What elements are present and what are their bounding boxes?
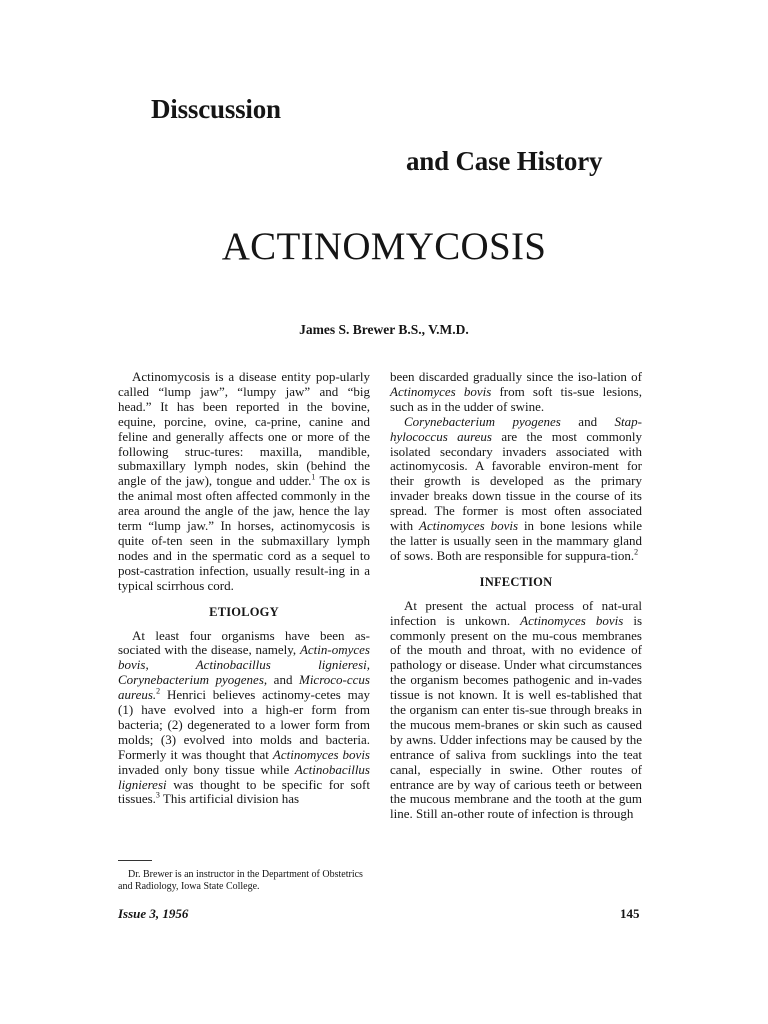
right-column bbox=[390, 370, 642, 822]
italic-term: Actin-omyces bovis, Actinobacillus lignieresi, Corynebacterium pyogenes, bbox=[118, 642, 370, 688]
text-run: is commonly present on the mu-cous membranes of the mouth and throat, with no evidence of pathology or disease. Under what circumstances the organism becomes pathogenic and in-vades tissue is not known. It is well es-tablished that the organism can enter tis-sue through breaks in the mucous mem-branes or skin such as caused by awns. Udder infections may be caused by the entrance of saliva from sucklings into the teat canal, especially in swine. Other routes of entrance are by way of carious teeth or between the mucous membrane and the tooth at the gum line. Still an-other route of infection is through bbox=[390, 612, 643, 822]
text-run: been discarded gradually since the iso-lation of bbox=[390, 369, 642, 384]
citation-marker: 2 bbox=[156, 686, 161, 696]
italic-term: Stap-hylococcus aureus bbox=[390, 413, 642, 444]
citation-marker: 3 bbox=[155, 791, 160, 801]
heading-case-history: and Case History bbox=[406, 146, 603, 176]
infection-heading: INFECTION bbox=[479, 574, 553, 589]
etiology-heading: ETIOLOGY bbox=[209, 604, 279, 619]
text-run: and bbox=[267, 672, 299, 688]
italic-term: Actinomyces bovis bbox=[419, 518, 519, 534]
text-run: are the most commonly isolated secondary invaders associated with actinomycosis. A favorable environ-ment for their growth is developed as the primary invader breaks down tissue in the course of its spread. The former is most often associated with bbox=[390, 428, 642, 534]
citation-marker: 2 bbox=[634, 547, 639, 557]
text-run: invaded only bony tissue while bbox=[118, 761, 295, 777]
italic-term: Microco-ccus aureus. bbox=[118, 672, 370, 703]
issue-date: Issue 3, 1956 bbox=[118, 906, 189, 921]
text-run: in bone lesions while the latter is usually seen in the mammary gland of sows. Both are responsible for suppura-tion. bbox=[390, 518, 642, 563]
text-run: Henrici believes actinomy-cetes may (1) have evolved into a high-er form from bacteria; (2) degenerated to a lower form from molds; (3) evolved into molds and bacteria. Formerly it was thought that bbox=[118, 687, 370, 762]
text-run: This artificial division has bbox=[159, 791, 300, 807]
intro-paragraph bbox=[118, 370, 370, 594]
etiology-paragraph bbox=[118, 629, 370, 808]
infection-paragraph bbox=[390, 599, 642, 823]
italic-term: Actinomyces bovis bbox=[272, 746, 370, 762]
italic-term: Corynebacterium pyogenes bbox=[404, 413, 561, 429]
citation-marker: 1 bbox=[311, 473, 316, 483]
italic-term: Actinobacillus lignieresi bbox=[118, 761, 370, 792]
heading-discussion: Disscussion bbox=[151, 94, 281, 124]
author-byline: James S. Brewer B.S., V.M.D. bbox=[299, 322, 469, 337]
text-run: Actinomycosis is a disease entity pop-ularly called “lump jaw”, “lumpy jaw” and “big head.” It has been reported in the bovine, equine, porcine, ovine, ca-prine, canine and feline and generally affects one or more of the following struc-tures: maxilla, mandible, submaxillary lymph nodes, skin (behind the angle of the jaw), tongue and udder. bbox=[118, 369, 370, 489]
text-run: and bbox=[560, 413, 615, 429]
page-number: 145 bbox=[620, 906, 640, 921]
text-run: At present the actual process of nat-ural infection is unkown. bbox=[390, 597, 642, 628]
footnote-divider bbox=[118, 860, 152, 861]
author-footnote: Dr. Brewer is an instructor in the Department of Obstetrics and Radiology, Iowa State College. bbox=[118, 869, 363, 892]
article-title: ACTINOMYCOSIS bbox=[221, 225, 547, 268]
left-column bbox=[118, 370, 370, 807]
text-run: was thought to be specific for soft tissues. bbox=[118, 776, 370, 807]
text-run: The ox is the animal most often affected commonly in the area around the angle of the jaw, hence the lay term “lump jaw.” In horses, actinomycosis is quite of-ten seen in the submaxillary lymph nodes and in the spermatic cord as a sequel to post-castration infection, usually result-ing in a typical scirrhous cord. bbox=[118, 473, 371, 593]
text-run: At least four organisms have been as-sociated with the disease, namely, bbox=[118, 627, 370, 658]
text-run: from soft tis-sue lesions, such as in the udder of swine. bbox=[390, 383, 642, 414]
italic-term: Actinomyces bovis bbox=[520, 612, 624, 628]
secondary-invaders-paragraph bbox=[390, 415, 642, 564]
italic-term: Actinomyces bovis bbox=[390, 383, 492, 399]
continuation-paragraph bbox=[390, 370, 642, 415]
